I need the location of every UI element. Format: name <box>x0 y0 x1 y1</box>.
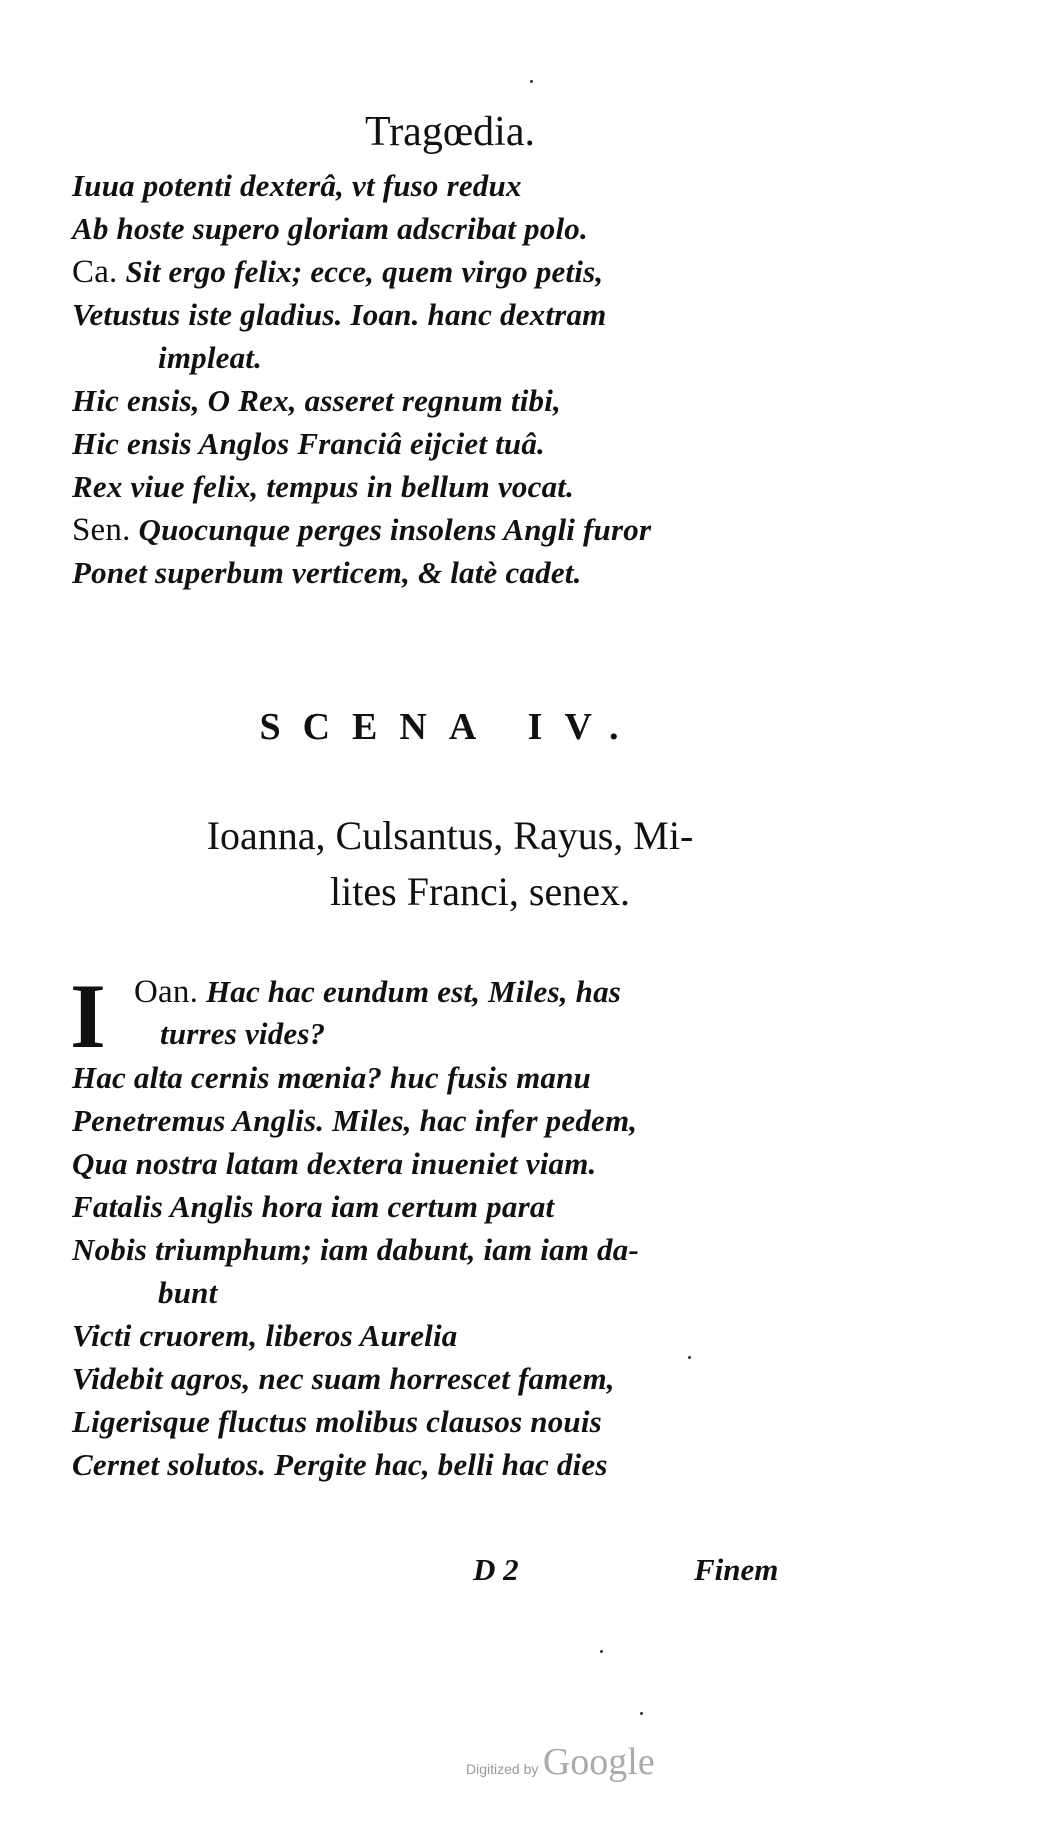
verse-text: Ligerisque fluctus molibus clausos nouis <box>72 1404 602 1439</box>
drop-cap: I <box>70 965 106 1067</box>
speaker: Ca. <box>72 254 118 290</box>
verse-text: Hac hac eundum est, Miles, has <box>205 974 622 1009</box>
characters-line-1: Ioanna, Culsantus, Rayus, Mi- <box>206 813 694 858</box>
verse-line <box>158 338 262 378</box>
verse-line <box>72 510 651 550</box>
verse-line <box>72 424 545 464</box>
verse-text: Penetremus Anglis. Miles, hac infer pedem, <box>72 1103 638 1138</box>
speaker: Sen. <box>72 512 131 548</box>
verse-text: Iuua potenti dexterâ, vt fuso redux <box>72 168 522 203</box>
verse-text: Hic ensis, O Rex, asseret regnum tibi, <box>72 383 561 418</box>
verse-text: Cernet solutos. Pergite hac, belli hac dies <box>72 1447 608 1482</box>
scene-heading: SCENA IV. <box>259 706 641 748</box>
verse-text: Fatalis Anglis hora iam certum parat <box>72 1189 555 1224</box>
speaker: Oan. <box>134 974 199 1010</box>
verse-line <box>72 553 582 593</box>
verse-text: Victi cruorem, liberos Aurelia <box>72 1318 458 1353</box>
verse-text: Nobis triumphum; iam dabunt, iam iam da- <box>72 1232 639 1267</box>
verse-text: Ponet superbum verticem, & latè cadet. <box>72 555 582 590</box>
verse-text: bunt <box>158 1275 218 1310</box>
verse-line <box>72 1058 591 1098</box>
verse-line <box>72 1144 597 1184</box>
verse-text: Vetustus iste gladius. Ioan. hanc dextram <box>72 297 607 332</box>
verse-line <box>158 1273 217 1313</box>
verse-text: Hac alta cernis mœnia? huc fusis manu <box>72 1060 591 1095</box>
verse-line <box>72 381 561 421</box>
verse-line <box>72 1101 637 1141</box>
verse-line <box>72 209 588 249</box>
verse-line <box>72 467 574 507</box>
verse-line <box>72 1230 639 1270</box>
characters-line-2: lites Franci, senex. <box>330 869 630 914</box>
verse-line <box>72 1187 554 1227</box>
running-head: Tragœdia. <box>365 109 535 155</box>
verse-line <box>72 1359 615 1399</box>
verse-text: Quocunque perges insolens Angli furor <box>138 512 652 547</box>
signature-mark: D 2 <box>473 1552 519 1587</box>
verse-text: Videbit agros, nec suam horrescet famem, <box>72 1361 615 1396</box>
verse-line <box>72 1402 602 1442</box>
verse-line <box>72 295 606 335</box>
verse-text: Hic ensis Anglos Franciâ eijciet tuâ. <box>72 426 546 461</box>
verse-text: Ab hoste supero gloriam adscribat polo. <box>72 211 588 246</box>
verse-line <box>72 252 603 292</box>
verse-text: impleat. <box>158 340 263 375</box>
google-watermark: Digitized by Google <box>466 1741 655 1783</box>
verse-text: Sit ergo felix; ecce, quem virgo petis, <box>125 254 604 289</box>
verse-line <box>72 166 522 206</box>
speck <box>688 1356 691 1359</box>
first-line-cont: turres vides? <box>160 1016 326 1051</box>
speck <box>640 1712 643 1715</box>
verse-text: Qua nostra latam dextera inueniet viam. <box>72 1146 597 1181</box>
first-line <box>134 972 621 1012</box>
verse-line <box>72 1445 608 1485</box>
verse-text: Rex viue felix, tempus in bellum vocat. <box>72 469 575 504</box>
speck <box>530 80 533 83</box>
speck <box>600 1650 603 1653</box>
catchword: Finem <box>694 1552 779 1587</box>
verse-line <box>72 1316 458 1356</box>
